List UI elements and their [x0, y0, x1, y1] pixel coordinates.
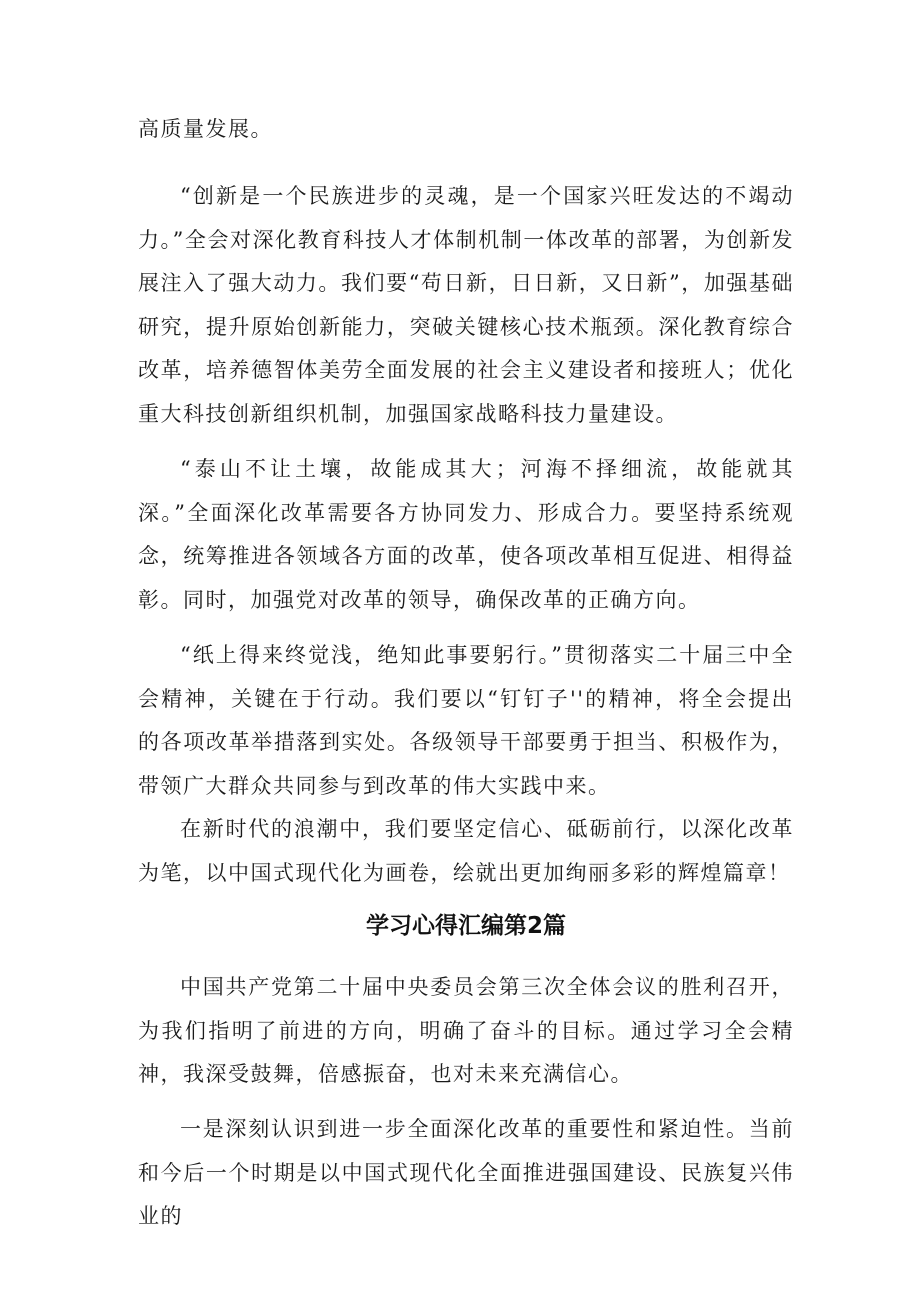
- paragraph-point-one: 一是深刻认识到进一步全面深化改革的重要性和紧迫性。当前和今后一个时期是以中国式现代化全面推进强国建设、民族复兴伟业的: [138, 1117, 794, 1228]
- paragraph-taishan: “泰山不让土壤，故能成其大；河海不择细流，故能就其深。”全面深化改革需要各方协同发力、形成合力。要坚持系统观念，统筹推进各领域各方面的改革，使各项改革相互促进、相得益彰。同时，加强党对改革的领导，确保改革的正确方向。: [138, 457, 794, 612]
- paragraph-continuation: 高质量发展。: [138, 117, 273, 141]
- paragraph-practice: “纸上得来终觉浅，绝知此事要躬行。”贯彻落实二十届三中全会精神，关键在于行动。我们要以“钉钉子''的精神，将全会提出的各项改革举措落到实处。各级领导干部要勇于担当、积极作为，带领广大群众共同参与到改革的伟大实践中来。: [138, 643, 794, 798]
- paragraph-conclusion: 在新时代的浪潮中，我们要坚定信心、砥砺前行，以深化改革为笔，以中国式现代化为画卷，绘就出更加绚丽多彩的辉煌篇章！: [138, 817, 794, 885]
- section-heading: 学习心得汇编第2篇: [365, 913, 566, 939]
- paragraph-plenum-intro: 中国共产党第二十届中央委员会第三次全体会议的胜利召开，为我们指明了前进的方向，明确了奋斗的目标。通过学习全会精神，我深受鼓舞，倍感振奋，也对未来充满信心。: [138, 975, 794, 1086]
- paragraph-innovation: “创新是一个民族进步的灵魂，是一个国家兴旺发达的不竭动力。”全会对深化教育科技人才体制机制一体改革的部署，为创新发展注入了强大动力。我们要“苟日新，日日新，又日新”，加强基础研究，提升原始创新能力，突破关键核心技术瓶颈。深化教育综合改革，培养德智体美劳全面发展的社会主义建设者和接班人；优化重大科技创新组织机制，加强国家战略科技力量建设。: [138, 184, 794, 426]
